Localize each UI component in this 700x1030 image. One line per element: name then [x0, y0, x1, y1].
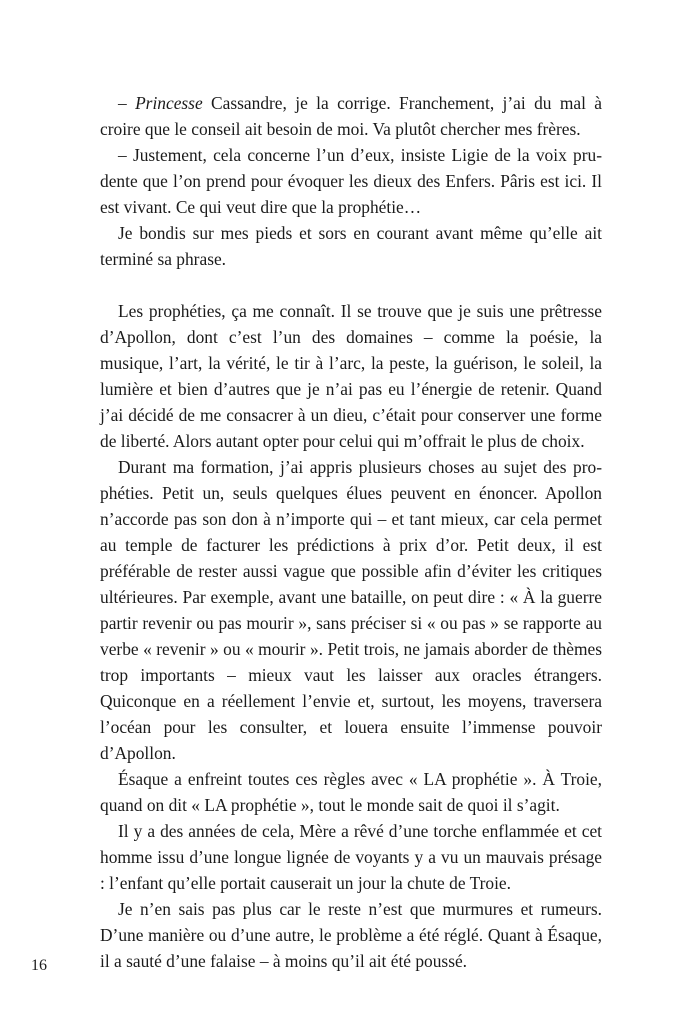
paragraph: Je bondis sur mes pieds et sors en courant avant même qu’elle ait terminé sa phrase. [100, 223, 602, 269]
paragraph: Je n’en sais pas plus car le reste n’est que murmures et rumeurs. D’une manière ou d’une autre, le problème a été réglé. Quant à Ésaque, il a sauté d’une falaise – à moins qu’il ait été poussé. [100, 899, 602, 971]
page-number: 16 [31, 957, 47, 974]
paragraph-rest: Cassandre, je la corrige. Franchement, j’ai du mal à croire que le conseil ait besoin de moi. Va plutôt chercher mes frères. [100, 93, 602, 139]
paragraph: Durant ma formation, j’ai appris plusieurs choses au sujet des prophéties. Petit un, seuls quelques élues peuvent en énoncer. Apollon n’accorde pas son don à n’importe qui – et tant mieux, car cela permet au temple de facturer les prédictions à prix d’or. Petit deux, il est préférable de rester aussi vague que possible afin d’éviter les critiques ultérieures. Par exemple, avant une bataille, on peut dire : « À la guerre partir revenir ou pas mourir », sans préciser si « ou pas » se rapporte au verbe « revenir » ou « mourir ». Petit trois, ne jamais aborder de thèmes trop importants – mieux vaut les laisser aux oracles étrangers. Quiconque en a réellement l’envie et, surtout, les moyens, traversera l’océan pour les consulter, et louera ensuite l’immense pouvoir d’Apollon. [100, 457, 602, 763]
paragraph: – Justement, cela concerne l’un d’eux, insiste Ligie de la voix prudente que l’on prend pour évoquer les dieux des Enfers. Pâris est ici. Il est vivant. Ce qui veut dire que la prophétie… [100, 145, 602, 217]
paragraph: Il y a des années de cela, Mère a rêvé d’une torche enflammée et cet homme issu d’une longue lignée de voyants y a vu un mauvais présage : l’enfant qu’elle portait causerait un jour la chute de Troie. [100, 821, 602, 893]
paragraph [100, 90, 602, 142]
paragraph: Les prophéties, ça me connaît. Il se trouve que je suis une prêtresse d’Apollon, dont c’est l’un des domaines – comme la poésie, la musique, l’art, la vérité, le tir à l’arc, la peste, la guérison, le soleil, la lumière et bien d’autres que je n’ai pas eu l’énergie de retenir. Quand j’ai décidé de me consacrer à un dieu, c’était pour conserver une forme de liberté. Alors autant opter pour celui qui m’offrait le plus de choix. [100, 301, 602, 451]
paragraph: Ésaque a enfreint toutes ces règles avec « LA prophétie ». À Troie, quand on dit « LA prophétie », tout le monde sait de quoi il s’agit. [100, 769, 602, 815]
italic-word: Princesse [135, 93, 203, 113]
body-text [100, 90, 602, 974]
dialogue-dash: – [118, 93, 136, 113]
